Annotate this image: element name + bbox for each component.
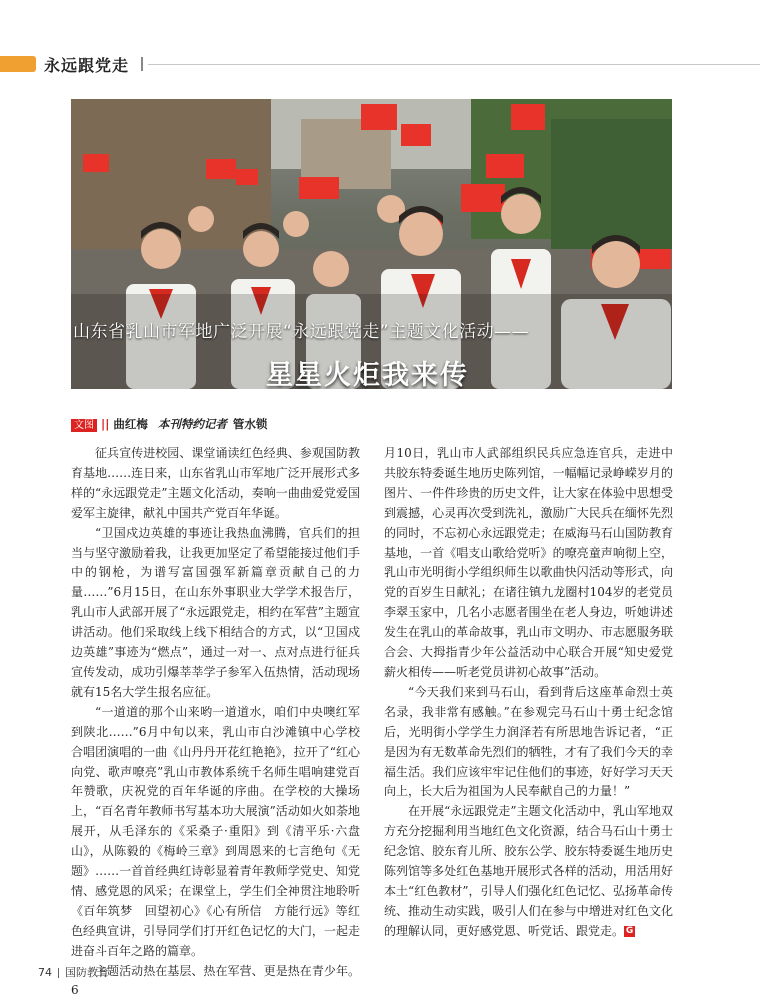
paragraph: “今天我们来到马石山，看到背后这座革命烈士英名录，我非常有感触。”在参观完马石山十勇士纪念馆后，光明街小学学生力润泽若有所思地告诉记者，“正是因为有无数革命先烈们的牺牲，才有了我们今天的幸福生活。我们应该牢牢记住他们的事迹，好好学习天天向上，长大后为祖国为人民奉献自己的力量！” [384,684,673,799]
paragraph: 主题活动热在基层、热在军营、更是热在青少年。6 [71,963,360,998]
section-title: 永远跟党走 [44,56,130,75]
section-tab-marker [0,56,36,72]
page-footer [38,964,109,980]
paragraph: 月10日，乳山市人武部组织民兵应急连官兵，走进中共胶东特委诞生地历史陈列馆，一幅幅记录峥嵘岁月的图片、一件件珍贵的历史文件，让大家在体验中思想受到震撼，心灵再次受到洗礼，激励广大民兵在缅怀先烈的同时，不忘初心永远跟党走；在威海马石山国防教育基地，一首《唱支山歌给党听》的嘹亮童声响彻上空，乳山市光明街小学组织师生以歌曲快闪活动等形式，向党的百岁生日献礼；在诸往镇九龙圈村104岁的老党员李翠玉家中，几名小志愿者围坐在老人身边，听她讲述发生在乳山的革命故事，乳山市文明办、市志愿服务联合会、大拇指青少年公益活动中心联合开展“知史爱党薪火相传——听老党员讲初心故事”活动。 [384,446,673,679]
magazine-name: 国防教育 [65,966,109,979]
article-column-right [384,444,673,942]
byline-separator: || [101,417,110,431]
paragraph [384,802,673,941]
hero-subtitle: 山东省乳山市军地广泛开展“永远跟党走”主题文化活动—— [73,322,530,342]
hero-photo [71,99,672,389]
byline-role: 本刊特约记者 [157,417,227,431]
hero-title: 星星火炬我来传 [266,360,469,389]
paragraph: 征兵宣传进校园、课堂诵读红色经典、参观国防教育基地……连日来，山东省乳山市军地广泛开展形式多样的“永远跟党走”主题文化活动，奏响一曲曲爱党爱国爱军主旋律，献礼中国共产党百年华诞。 [71,446,360,520]
byline-author-2: 管水锁 [232,417,268,431]
paragraph: “一道道的那个山来哟一道道水，咱们中央噢红军到陕北……”6月中旬以来，乳山市白沙滩镇中心学校合唱团演唱的一曲《山丹丹开花红艳艳》，拉开了“红心向党、歌声嘹亮”乳山市教体系统千名师生唱响建党百年赞歌，庆祝党的百年华诞的序曲。在学校的大操场上，“百名青年教师书写基本功大展演”活动如火如荼地展开，从毛泽东的《采桑子·重阳》到《清平乐·六盘山》，从陈毅的《梅岭三章》到周恩来的七言绝句《无题》……一首首经典红诗彰显着青年教师学党史、知党情、感党恩的风采；在课堂上，学生们全神贯注地聆听《百年筑梦 回望初心》《心有所信 方能行远》等红色经典宣讲，引导同学们打开红色记忆的大门，一起走进奋斗百年之路的篇章。 [71,704,360,958]
byline [71,416,277,432]
paragraph: “卫国戍边英雄的事迹让我热血沸腾，官兵们的担当与坚守激励着我，让我更加坚定了希望能接过他们手中的钢枪，为谱写富国强军新篇章贡献自己的力量……”6月15日，在山东外事职业大学学术报告厅，乳山市人武部开展了“永远跟党走，相约在军营”主题宣讲活动。他们采取线上线下相结合的方式，以“卫国戍边英雄”事迹为“燃点”，通过一对一、点对点进行征兵宣传发动，成功引爆莘莘学子参军入伍热情，活动现场就有15名大学生报名应征。 [71,525,360,699]
end-mark-icon: G [625,925,634,936]
section-divider [141,57,143,71]
byline-tag: 文图 [71,419,97,432]
article-column-left [71,444,360,1001]
paragraph-text: 在开展“永远跟党走”主题文化活动中，乳山军地双方充分挖掘利用当地红色文化资源，结合马石山十勇士纪念馆、胶东育儿所、胶东公学、胶东特委诞生地历史陈列馆等多处红色基地开展形式各样的活动，用活用好本土“红色教材”，引导人们强化红色记忆、弘扬革命传统、推动生动实践，吸引人们在参与中增进对红色文化的理解认同，更好感党恩、听党话、跟党走。 [384,804,673,938]
byline-author: 曲红梅 [113,417,148,431]
hero-photo-illustration [71,99,672,389]
footer-divider [58,968,59,978]
header-rule [148,64,760,65]
page-number: 74 [38,966,52,979]
